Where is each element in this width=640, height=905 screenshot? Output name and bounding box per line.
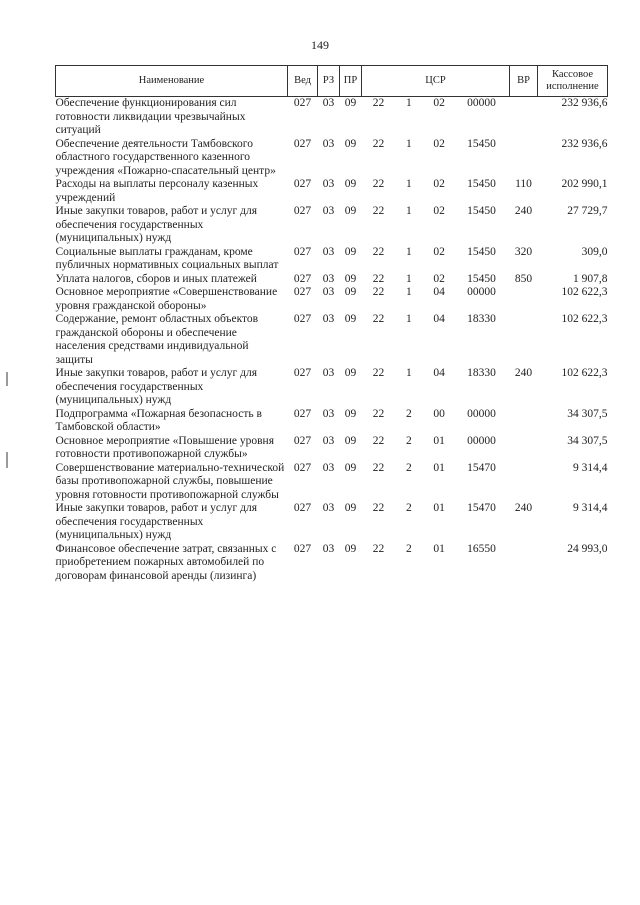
row-ved: 027	[293, 313, 312, 325]
csr-part: 2	[405, 407, 412, 420]
row-rz: 03	[322, 367, 335, 379]
row-vr: 850	[514, 272, 533, 285]
row-name: Обеспечение функционирования сил готовности ликвидации чрезвычайных ситуаций	[55, 97, 246, 136]
table-row	[56, 462, 608, 503]
csr-part: 22	[372, 367, 385, 379]
csr-code	[362, 435, 510, 449]
csr-part: 02	[433, 272, 445, 285]
csr-part: 00	[433, 407, 445, 420]
csr-part: 04	[433, 367, 445, 379]
row-rz: 03	[322, 286, 335, 298]
csr-part: 18330	[467, 313, 496, 325]
row-name: Основное мероприятие «Совершенствование уровня гражданской обороны»	[55, 286, 278, 312]
csr-part: 15470	[467, 461, 496, 474]
header-vr: ВР	[510, 66, 538, 97]
row-amount: 232 936,6	[561, 97, 608, 109]
csr-part: 1	[405, 367, 412, 379]
csr-code	[362, 138, 510, 152]
budget-execution-table	[55, 65, 608, 583]
row-ved: 027	[293, 461, 312, 474]
csr-code	[362, 273, 510, 287]
row-ved: 027	[293, 407, 312, 420]
table-body	[56, 97, 608, 584]
row-rz: 03	[322, 461, 335, 474]
csr-part: 22	[372, 137, 385, 150]
csr-code	[362, 246, 510, 260]
row-amount: 9 314,4	[573, 502, 608, 514]
table-row	[56, 205, 608, 246]
row-vr: 240	[514, 367, 533, 379]
row-pr: 09	[344, 542, 357, 555]
row-rz: 03	[322, 137, 335, 150]
csr-part: 22	[372, 97, 385, 109]
row-pr: 09	[344, 461, 357, 474]
table-row	[56, 367, 608, 408]
row-ved: 027	[293, 137, 312, 150]
row-csr	[362, 367, 510, 408]
row-amount: 34 307,5	[567, 407, 608, 420]
row-ved: 027	[293, 367, 312, 379]
row-pr: 09	[344, 245, 357, 258]
csr-code	[362, 178, 510, 192]
row-pr: 09	[344, 178, 357, 190]
row-csr	[362, 205, 510, 246]
row-rz: 03	[322, 434, 335, 447]
row-pr: 09	[344, 434, 357, 447]
row-name: Подпрограмма «Пожарная безопасность в Тамбовской области»	[55, 407, 262, 433]
row-name: Совершенствование материально-технической базы противопожарной службы, повышение уровня готовности противопожарной службы	[55, 461, 285, 501]
table-row	[56, 313, 608, 367]
header-amount: Кассовое исполнение	[538, 66, 608, 97]
row-amount: 102 622,3	[561, 367, 608, 379]
row-name: Уплата налогов, сборов и иных платежей	[55, 272, 257, 285]
csr-part: 1	[405, 245, 412, 258]
csr-part: 2	[405, 542, 412, 555]
csr-part: 1	[405, 272, 412, 285]
csr-part: 22	[372, 407, 385, 420]
header-ved: Вед	[288, 66, 318, 97]
table-row	[56, 178, 608, 205]
header-rz: РЗ	[318, 66, 340, 97]
csr-part: 22	[372, 434, 385, 447]
row-rz: 03	[322, 272, 335, 285]
row-vr: 110	[515, 178, 532, 190]
row-ved: 027	[293, 178, 312, 190]
row-vr: 240	[514, 205, 533, 217]
row-vr: 240	[514, 502, 533, 514]
row-name: Иные закупки товаров, работ и услуг для обеспечения государственных (муниципальных) нужд	[55, 502, 257, 541]
row-amount: 1 907,8	[573, 272, 608, 285]
table-row	[56, 502, 608, 543]
row-amount: 27 729,7	[567, 205, 608, 217]
row-rz: 03	[322, 313, 335, 325]
row-name: Иные закупки товаров, работ и услуг для обеспечения государственных (муниципальных) нужд	[55, 367, 257, 406]
row-csr	[362, 462, 510, 503]
row-name: Расходы на выплаты персоналу казенных учреждений	[55, 178, 259, 204]
row-vr: 320	[514, 245, 533, 258]
row-pr: 09	[344, 205, 357, 217]
row-ved: 027	[293, 97, 312, 109]
table-row	[56, 435, 608, 462]
csr-part: 02	[433, 245, 445, 258]
row-ved: 027	[293, 286, 312, 298]
row-amount: 9 314,4	[573, 461, 608, 474]
row-name: Основное мероприятие «Повышение уровня готовности противопожарной службы»	[55, 434, 274, 460]
csr-part: 15470	[467, 502, 496, 514]
row-rz: 03	[322, 245, 335, 258]
table-header	[56, 66, 608, 97]
row-ved: 027	[293, 502, 312, 514]
csr-code	[362, 97, 510, 111]
row-pr: 09	[344, 367, 357, 379]
row-amount: 102 622,3	[561, 286, 608, 298]
table-row	[56, 246, 608, 273]
row-csr	[362, 178, 510, 205]
row-pr: 09	[344, 137, 357, 150]
row-csr	[362, 435, 510, 462]
row-amount: 24 993,0	[567, 542, 608, 555]
csr-part: 22	[372, 245, 385, 258]
row-rz: 03	[322, 502, 335, 514]
row-vr	[510, 543, 538, 584]
scan-margin-mark	[6, 452, 8, 468]
csr-code	[362, 205, 510, 219]
row-vr	[510, 97, 538, 138]
csr-part: 22	[372, 286, 385, 298]
csr-part: 1	[405, 205, 412, 217]
row-vr	[510, 408, 538, 435]
row-csr	[362, 543, 510, 584]
row-amount: 34 307,5	[567, 434, 608, 447]
csr-part: 02	[433, 97, 445, 109]
row-amount: 202 990,1	[561, 178, 608, 190]
row-name: Финансовое обеспечение затрат, связанных с приобретением пожарных автомобилей по договорам финансовой аренды (лизинга)	[55, 542, 277, 582]
csr-part: 15450	[467, 272, 496, 285]
row-pr: 09	[344, 313, 357, 325]
scan-margin-mark	[6, 372, 8, 386]
csr-part: 18330	[467, 367, 496, 379]
row-name: Социальные выплаты гражданам, кроме публичных нормативных социальных выплат	[55, 245, 279, 271]
row-pr: 09	[344, 97, 357, 109]
csr-part: 22	[372, 542, 385, 555]
csr-part: 15450	[467, 137, 496, 150]
row-vr	[510, 286, 538, 313]
csr-part: 00000	[467, 434, 496, 447]
row-csr	[362, 246, 510, 273]
csr-part: 15450	[467, 205, 496, 217]
csr-code	[362, 286, 510, 300]
csr-code	[362, 543, 510, 557]
row-vr	[510, 138, 538, 179]
row-rz: 03	[322, 205, 335, 217]
row-pr: 09	[344, 407, 357, 420]
csr-part: 1	[405, 286, 412, 298]
csr-part: 01	[433, 502, 445, 514]
csr-code	[362, 502, 510, 516]
row-name: Содержание, ремонт областных объектов гражданской обороны и обеспечение населения средствами индивидуальной защиты	[55, 313, 259, 366]
row-csr	[362, 502, 510, 543]
table-row	[56, 97, 608, 138]
row-ved: 027	[293, 205, 312, 217]
csr-part: 02	[433, 205, 445, 217]
row-amount: 232 936,6	[561, 137, 608, 150]
csr-part: 15450	[467, 178, 496, 190]
csr-part: 1	[405, 137, 412, 150]
row-ved: 027	[293, 272, 312, 285]
csr-part: 1	[405, 178, 412, 190]
row-pr: 09	[344, 502, 357, 514]
csr-part: 04	[433, 313, 445, 325]
csr-part: 22	[372, 272, 385, 285]
header-csr: ЦСР	[362, 66, 510, 97]
row-rz: 03	[322, 178, 335, 190]
csr-part: 00000	[467, 286, 496, 298]
csr-code	[362, 408, 510, 422]
csr-part: 22	[372, 178, 385, 190]
csr-part: 1	[405, 313, 412, 325]
row-csr	[362, 313, 510, 367]
csr-code	[362, 367, 510, 381]
row-name: Обеспечение деятельности Тамбовского областного государственного казенного учреждения «Пожарно-спасательный центр»	[55, 137, 276, 177]
csr-part: 2	[405, 502, 412, 514]
row-rz: 03	[322, 407, 335, 420]
row-vr	[510, 462, 538, 503]
csr-part: 00000	[467, 407, 496, 420]
csr-part: 01	[433, 434, 445, 447]
row-csr	[362, 408, 510, 435]
table-row	[56, 408, 608, 435]
row-vr	[510, 435, 538, 462]
header-pr: ПР	[340, 66, 362, 97]
row-pr: 09	[344, 272, 357, 285]
table-row	[56, 543, 608, 584]
row-csr	[362, 138, 510, 179]
row-csr	[362, 286, 510, 313]
csr-part: 02	[433, 178, 445, 190]
csr-code	[362, 462, 510, 476]
row-amount: 102 622,3	[561, 313, 608, 325]
table-row	[56, 273, 608, 287]
table-row	[56, 138, 608, 179]
csr-part: 1	[405, 97, 412, 109]
csr-code	[362, 313, 510, 327]
csr-part: 22	[372, 205, 385, 217]
row-name: Иные закупки товаров, работ и услуг для обеспечения государственных (муниципальных) нужд	[55, 205, 257, 244]
csr-part: 01	[433, 461, 445, 474]
page-number: 149	[311, 38, 329, 52]
table-row	[56, 286, 608, 313]
csr-part: 04	[433, 286, 445, 298]
csr-part: 00000	[467, 97, 496, 109]
csr-part: 22	[372, 502, 385, 514]
csr-part: 2	[405, 434, 412, 447]
row-csr	[362, 97, 510, 138]
csr-part: 15450	[467, 245, 496, 258]
csr-part: 02	[433, 137, 445, 150]
csr-part: 01	[433, 542, 445, 555]
row-ved: 027	[293, 245, 312, 258]
header-name: Наименование	[56, 66, 288, 97]
row-rz: 03	[322, 542, 335, 555]
row-pr: 09	[344, 286, 357, 298]
row-vr	[510, 313, 538, 367]
csr-part: 22	[372, 313, 385, 325]
row-ved: 027	[293, 434, 312, 447]
csr-part: 16550	[467, 542, 496, 555]
row-ved: 027	[293, 542, 312, 555]
row-csr	[362, 273, 510, 287]
row-amount: 309,0	[581, 245, 608, 258]
row-rz: 03	[322, 97, 335, 109]
csr-part: 22	[372, 461, 385, 474]
csr-part: 2	[405, 461, 412, 474]
